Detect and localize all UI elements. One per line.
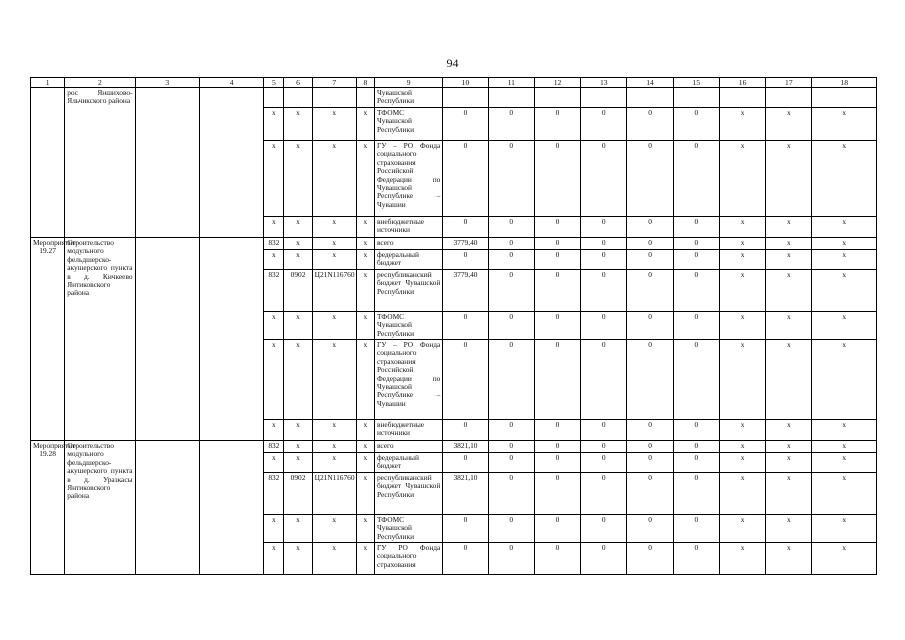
- value-cell-c14: 0: [627, 543, 673, 575]
- value-cell-c11: 0: [488, 269, 534, 311]
- grbs-cell: [264, 88, 284, 108]
- measure-cell: Мероприятие 19.28: [31, 441, 65, 575]
- grbs-cell: 832: [264, 441, 284, 453]
- funding-source-cell: внебюджетные источники: [374, 420, 442, 441]
- funding-source-cell: федеральный бюджет: [374, 453, 442, 473]
- column-number-10: 10: [443, 78, 488, 88]
- value-cell-c18: x: [812, 514, 877, 542]
- column-number-15: 15: [673, 78, 719, 88]
- value-cell-c11: 0: [488, 453, 534, 473]
- value-cell-c13: 0: [581, 250, 627, 270]
- csr-cell: x: [312, 217, 356, 238]
- vr-cell: x: [356, 311, 374, 339]
- value-cell-c12: 0: [534, 311, 580, 339]
- value-cell-c17: x: [766, 543, 812, 575]
- funding-source-cell: ГУ РО Фонда социального страхования: [374, 543, 442, 575]
- value-cell-c10: 0: [443, 420, 488, 441]
- rzpr-cell: x: [284, 420, 312, 441]
- funding-source-cell: ГУ – РО Фонда социального страхования Российской Федерации по Чувашской Республике – Чувашии: [374, 141, 442, 217]
- measure-name-cell: рос Яншихово-Яльчикского района: [65, 88, 135, 238]
- funding-source-cell: ГУ – РО Фонда социального страхования Российской Федерации по Чувашской Республике – Чувашии: [374, 340, 442, 420]
- rzpr-cell: x: [284, 250, 312, 270]
- rzpr-cell: x: [284, 543, 312, 575]
- value-cell-c13: 0: [581, 340, 627, 420]
- value-cell-c18: x: [812, 311, 877, 339]
- value-cell-c10: 0: [443, 311, 488, 339]
- value-cell-c12: 0: [534, 250, 580, 270]
- measure-name-cell: Строительство модульного фельдшерско-акушерского пункта в д. Кичкеево Янтиковского района: [65, 238, 135, 441]
- value-cell-c10: 0: [443, 543, 488, 575]
- csr-cell: x: [312, 311, 356, 339]
- value-cell-c15: 0: [673, 238, 719, 250]
- grbs-cell: 832: [264, 269, 284, 311]
- value-cell-c18: x: [812, 108, 877, 141]
- value-cell-c15: 0: [673, 340, 719, 420]
- value-cell-c15: 0: [673, 514, 719, 542]
- column-number-8: 8: [356, 78, 374, 88]
- value-cell-c17: x: [766, 453, 812, 473]
- rzpr-cell: x: [284, 217, 312, 238]
- csr-cell: [312, 88, 356, 108]
- value-cell-c10: 0: [443, 108, 488, 141]
- grbs-cell: 832: [264, 238, 284, 250]
- measure-cell: [31, 88, 65, 238]
- value-cell-c12: 0: [534, 472, 580, 514]
- column-number-13: 13: [581, 78, 627, 88]
- column-number-18: 18: [812, 78, 877, 88]
- value-cell-c15: 0: [673, 453, 719, 473]
- value-cell-c12: 0: [534, 543, 580, 575]
- value-cell-c18: x: [812, 217, 877, 238]
- value-cell-c18: x: [812, 453, 877, 473]
- value-cell-c11: [488, 88, 534, 108]
- value-cell-c16: x: [719, 108, 765, 141]
- vr-cell: x: [356, 543, 374, 575]
- value-cell-c16: x: [719, 453, 765, 473]
- value-cell-c12: 0: [534, 453, 580, 473]
- value-cell-c10: 3821,10: [443, 472, 488, 514]
- csr-cell: x: [312, 453, 356, 473]
- value-cell-c12: [534, 88, 580, 108]
- value-cell-c13: 0: [581, 543, 627, 575]
- value-cell-c17: x: [766, 420, 812, 441]
- value-cell-c10: 3779,40: [443, 269, 488, 311]
- value-cell-c12: 0: [534, 108, 580, 141]
- value-cell-c16: x: [719, 420, 765, 441]
- vr-cell: x: [356, 514, 374, 542]
- value-cell-c15: 0: [673, 311, 719, 339]
- value-cell-c16: x: [719, 472, 765, 514]
- value-cell-c16: x: [719, 141, 765, 217]
- value-cell-c10: 0: [443, 514, 488, 542]
- value-cell-c18: x: [812, 472, 877, 514]
- value-cell-c10: 0: [443, 217, 488, 238]
- value-cell-c17: x: [766, 340, 812, 420]
- value-cell-c13: 0: [581, 514, 627, 542]
- value-cell-c16: x: [719, 514, 765, 542]
- column-number-2: 2: [65, 78, 135, 88]
- empty-cell-3: [135, 238, 199, 441]
- rzpr-cell: [284, 88, 312, 108]
- value-cell-c16: x: [719, 250, 765, 270]
- budget-table: [30, 77, 877, 575]
- value-cell-c18: x: [812, 269, 877, 311]
- funding-source-cell: федеральный бюджет: [374, 250, 442, 270]
- value-cell-c16: x: [719, 311, 765, 339]
- value-cell-c10: [443, 88, 488, 108]
- value-cell-c16: x: [719, 340, 765, 420]
- grbs-cell: x: [264, 340, 284, 420]
- table-row: [31, 238, 877, 250]
- vr-cell: x: [356, 238, 374, 250]
- grbs-cell: 832: [264, 472, 284, 514]
- value-cell-c14: 0: [627, 441, 673, 453]
- funding-source-cell: ТФОМС Чувашской Республики: [374, 311, 442, 339]
- vr-cell: x: [356, 453, 374, 473]
- column-number-9: 9: [374, 78, 442, 88]
- value-cell-c11: 0: [488, 311, 534, 339]
- vr-cell: x: [356, 217, 374, 238]
- value-cell-c18: x: [812, 420, 877, 441]
- value-cell-c16: x: [719, 543, 765, 575]
- vr-cell: x: [356, 340, 374, 420]
- column-number-6: 6: [284, 78, 312, 88]
- column-number-7: 7: [312, 78, 356, 88]
- funding-source-cell: ТФОМС Чувашской Республики: [374, 108, 442, 141]
- csr-cell: x: [312, 543, 356, 575]
- value-cell-c10: 0: [443, 453, 488, 473]
- value-cell-c11: 0: [488, 441, 534, 453]
- value-cell-c17: x: [766, 441, 812, 453]
- value-cell-c18: x: [812, 141, 877, 217]
- value-cell-c18: x: [812, 238, 877, 250]
- value-cell-c17: x: [766, 269, 812, 311]
- value-cell-c16: [719, 88, 765, 108]
- value-cell-c12: 0: [534, 141, 580, 217]
- value-cell-c15: 0: [673, 141, 719, 217]
- csr-cell: x: [312, 420, 356, 441]
- value-cell-c11: 0: [488, 340, 534, 420]
- value-cell-c11: 0: [488, 238, 534, 250]
- column-number-12: 12: [534, 78, 580, 88]
- value-cell-c11: 0: [488, 250, 534, 270]
- value-cell-c10: 3779,40: [443, 238, 488, 250]
- grbs-cell: x: [264, 453, 284, 473]
- value-cell-c13: 0: [581, 238, 627, 250]
- value-cell-c15: 0: [673, 269, 719, 311]
- rzpr-cell: x: [284, 108, 312, 141]
- value-cell-c14: 0: [627, 420, 673, 441]
- rzpr-cell: 0902: [284, 269, 312, 311]
- value-cell-c13: 0: [581, 472, 627, 514]
- column-number-row: [31, 78, 877, 88]
- value-cell-c17: x: [766, 514, 812, 542]
- funding-source-cell: всего: [374, 441, 442, 453]
- csr-cell: x: [312, 250, 356, 270]
- grbs-cell: x: [264, 420, 284, 441]
- funding-source-cell: республиканский бюджет Чувашской Республики: [374, 472, 442, 514]
- page-number: 94: [446, 56, 459, 70]
- grbs-cell: x: [264, 141, 284, 217]
- csr-cell: x: [312, 340, 356, 420]
- value-cell-c17: x: [766, 238, 812, 250]
- csr-cell: x: [312, 238, 356, 250]
- value-cell-c14: 0: [627, 514, 673, 542]
- value-cell-c18: x: [812, 543, 877, 575]
- value-cell-c17: x: [766, 217, 812, 238]
- value-cell-c13: 0: [581, 441, 627, 453]
- value-cell-c14: 0: [627, 269, 673, 311]
- value-cell-c14: 0: [627, 340, 673, 420]
- value-cell-c11: 0: [488, 141, 534, 217]
- value-cell-c17: x: [766, 141, 812, 217]
- csr-cell: x: [312, 108, 356, 141]
- value-cell-c14: 0: [627, 472, 673, 514]
- column-number-16: 16: [719, 78, 765, 88]
- funding-source-cell: Чувашской Республики: [374, 88, 442, 108]
- empty-cell-3: [135, 441, 199, 575]
- value-cell-c13: 0: [581, 108, 627, 141]
- value-cell-c18: x: [812, 250, 877, 270]
- value-cell-c15: 0: [673, 108, 719, 141]
- value-cell-c10: 0: [443, 250, 488, 270]
- value-cell-c12: 0: [534, 269, 580, 311]
- value-cell-c11: 0: [488, 472, 534, 514]
- value-cell-c15: 0: [673, 250, 719, 270]
- value-cell-c13: 0: [581, 217, 627, 238]
- vr-cell: x: [356, 441, 374, 453]
- measure-name-cell: Строительство модульного фельдшерско-акушерского пункта в д. Уразкасы Янтиковского района: [65, 441, 135, 575]
- value-cell-c15: 0: [673, 217, 719, 238]
- value-cell-c14: [627, 88, 673, 108]
- empty-cell-4: [199, 88, 263, 238]
- rzpr-cell: x: [284, 311, 312, 339]
- value-cell-c16: x: [719, 441, 765, 453]
- value-cell-c14: 0: [627, 238, 673, 250]
- rzpr-cell: x: [284, 453, 312, 473]
- csr-cell: x: [312, 514, 356, 542]
- column-number-5: 5: [264, 78, 284, 88]
- value-cell-c15: 0: [673, 543, 719, 575]
- value-cell-c14: 0: [627, 108, 673, 141]
- value-cell-c12: 0: [534, 514, 580, 542]
- rzpr-cell: x: [284, 514, 312, 542]
- vr-cell: x: [356, 108, 374, 141]
- column-number-4: 4: [199, 78, 263, 88]
- funding-source-cell: республиканский бюджет Чувашской Республики: [374, 269, 442, 311]
- grbs-cell: x: [264, 311, 284, 339]
- value-cell-c10: 0: [443, 340, 488, 420]
- csr-cell: Ц21N116760: [312, 472, 356, 514]
- value-cell-c14: 0: [627, 250, 673, 270]
- rzpr-cell: x: [284, 238, 312, 250]
- vr-cell: [356, 88, 374, 108]
- value-cell-c13: 0: [581, 269, 627, 311]
- value-cell-c15: 0: [673, 441, 719, 453]
- funding-source-cell: всего: [374, 238, 442, 250]
- value-cell-c17: x: [766, 250, 812, 270]
- column-number-17: 17: [766, 78, 812, 88]
- value-cell-c12: 0: [534, 238, 580, 250]
- value-cell-c13: 0: [581, 420, 627, 441]
- value-cell-c11: 0: [488, 514, 534, 542]
- vr-cell: x: [356, 250, 374, 270]
- funding-source-cell: внебюджетные источники: [374, 217, 442, 238]
- table-row: [31, 441, 877, 453]
- value-cell-c10: 0: [443, 141, 488, 217]
- value-cell-c14: 0: [627, 217, 673, 238]
- column-number-14: 14: [627, 78, 673, 88]
- value-cell-c17: x: [766, 108, 812, 141]
- value-cell-c11: 0: [488, 217, 534, 238]
- rzpr-cell: x: [284, 441, 312, 453]
- column-number-1: 1: [31, 78, 65, 88]
- value-cell-c13: 0: [581, 311, 627, 339]
- measure-cell: Мероприятие 19.27: [31, 238, 65, 441]
- grbs-cell: x: [264, 250, 284, 270]
- empty-cell-4: [199, 238, 263, 441]
- rzpr-cell: x: [284, 340, 312, 420]
- value-cell-c14: 0: [627, 311, 673, 339]
- vr-cell: x: [356, 141, 374, 217]
- table-row: [31, 88, 877, 108]
- vr-cell: x: [356, 420, 374, 441]
- grbs-cell: x: [264, 108, 284, 141]
- value-cell-c18: x: [812, 441, 877, 453]
- value-cell-c10: 3821,10: [443, 441, 488, 453]
- value-cell-c13: 0: [581, 141, 627, 217]
- grbs-cell: x: [264, 514, 284, 542]
- value-cell-c13: 0: [581, 453, 627, 473]
- value-cell-c17: x: [766, 311, 812, 339]
- value-cell-c15: 0: [673, 420, 719, 441]
- column-number-3: 3: [135, 78, 199, 88]
- csr-cell: x: [312, 441, 356, 453]
- empty-cell-4: [199, 441, 263, 575]
- value-cell-c16: x: [719, 238, 765, 250]
- value-cell-c15: 0: [673, 472, 719, 514]
- csr-cell: x: [312, 141, 356, 217]
- value-cell-c11: 0: [488, 420, 534, 441]
- value-cell-c14: 0: [627, 453, 673, 473]
- value-cell-c13: [581, 88, 627, 108]
- vr-cell: x: [356, 472, 374, 514]
- csr-cell: Ц21N116760: [312, 269, 356, 311]
- value-cell-c15: [673, 88, 719, 108]
- value-cell-c12: 0: [534, 340, 580, 420]
- value-cell-c11: 0: [488, 108, 534, 141]
- grbs-cell: x: [264, 217, 284, 238]
- funding-source-cell: ТФОМС Чувашской Республики: [374, 514, 442, 542]
- value-cell-c14: 0: [627, 141, 673, 217]
- grbs-cell: x: [264, 543, 284, 575]
- value-cell-c16: x: [719, 269, 765, 311]
- value-cell-c17: [766, 88, 812, 108]
- value-cell-c17: x: [766, 472, 812, 514]
- value-cell-c18: x: [812, 340, 877, 420]
- empty-cell-3: [135, 88, 199, 238]
- vr-cell: x: [356, 269, 374, 311]
- column-number-11: 11: [488, 78, 534, 88]
- value-cell-c12: 0: [534, 441, 580, 453]
- rzpr-cell: 0902: [284, 472, 312, 514]
- rzpr-cell: x: [284, 141, 312, 217]
- value-cell-c12: 0: [534, 420, 580, 441]
- value-cell-c11: 0: [488, 543, 534, 575]
- value-cell-c12: 0: [534, 217, 580, 238]
- value-cell-c18: [812, 88, 877, 108]
- value-cell-c16: x: [719, 217, 765, 238]
